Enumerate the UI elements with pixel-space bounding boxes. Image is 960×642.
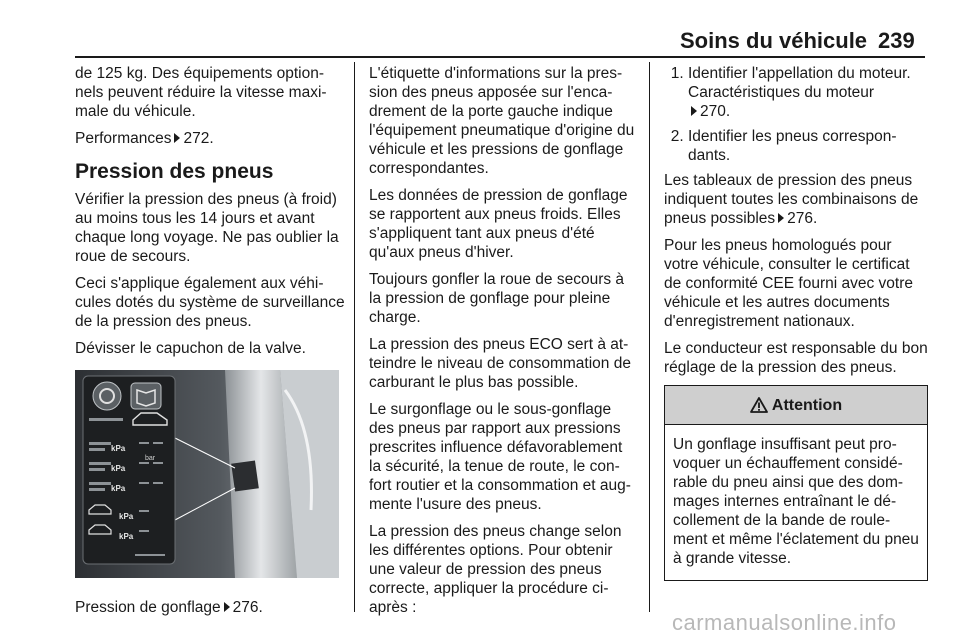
- section-heading: Pression des pneus: [75, 160, 274, 183]
- warning-header: [665, 386, 927, 425]
- paragraph: Vérifier la pression des pneus (à froid) au moins tous les 14 jours et avant chaque long voyage. Ne pas oublier la roue de secours.: [75, 191, 339, 265]
- photo-caption: [75, 598, 345, 617]
- column-2: [369, 64, 635, 625]
- photo-label-kpa: kPa: [111, 444, 126, 453]
- paragraph: Le surgonflage ou le sous-gonflage des pneus par rapport aux pressions prescrites influence défavorablement la sécurité, la tenue de route, le confort routier et la consommation et augmente l'usure des pneus.: [369, 401, 631, 513]
- page-reference-arrow-icon: [778, 213, 784, 223]
- procedure-list: [664, 64, 928, 165]
- reference-page-link[interactable]: 276.: [232, 599, 263, 616]
- paragraph: L'étiquette d'informations sur la pression des pneus apposée sur l'encadrement de la porte gauche indique l'équipement pneumatique d'origine du véhicule et les pressions de gonflage correspondantes.: [369, 65, 635, 177]
- page-number: 239: [878, 28, 915, 53]
- paragraph-text: Les tableaux de pression des pneus indiquent toutes les combinaisons de pneus possibles: [664, 172, 919, 227]
- paragraph: La pression des pneus ECO sert à atteindre le niveau de consommation de carburant le plus bas possible.: [369, 336, 631, 391]
- warning-box: [664, 385, 928, 581]
- reference-page-link[interactable]: 276.: [787, 210, 818, 227]
- page-header-title: Soins du véhicule: [680, 28, 868, 53]
- caption-text: Pression de gonflage: [75, 599, 221, 616]
- reference-page-link[interactable]: 272.: [183, 130, 214, 147]
- warning-title: Attention: [771, 396, 843, 414]
- reference-text: Performances: [75, 130, 172, 147]
- photo-label-bar: bar: [145, 455, 156, 462]
- header-rule: [75, 56, 925, 58]
- paragraph: Le conducteur est responsable du bon réglage de la pression des pneus.: [664, 340, 928, 376]
- tire-pressure-label-photo: [75, 370, 339, 578]
- paragraph: Dévisser le capuchon de la valve.: [75, 340, 306, 357]
- photo-label-kpa: kPa: [111, 484, 126, 493]
- warning-triangle-icon: [750, 397, 768, 413]
- list-item-text: Identifier l'appellation du moteur. Caractéristiques du moteur: [688, 65, 911, 101]
- reference-page-link[interactable]: 270.: [700, 103, 731, 120]
- watermark: carmanualsonline.info: [672, 610, 897, 635]
- list-item: 2. Identifier les pneus correspondants.: [688, 127, 928, 165]
- column-divider-2: [649, 62, 650, 612]
- photo-label-kpa: kPa: [119, 532, 134, 541]
- page-reference-arrow-icon: [224, 602, 230, 612]
- paragraph: [664, 171, 928, 228]
- page-reference-arrow-icon: [174, 133, 180, 143]
- paragraph: Les données de pression de gonflage se rapportent aux pneus froids. Elles s'appliquent tant aux pneus d'été qu'aux pneus d'hiver.: [369, 187, 628, 261]
- performance-reference: [75, 129, 345, 148]
- paragraph: de 125 kg. Des équipements optionnels peuvent réduire la vitesse maximale du véhicule.: [75, 65, 327, 120]
- paragraph: Ceci s'applique également aux véhicules dotés du système de surveillance de la pression des pneus.: [75, 275, 345, 330]
- column-3: [664, 64, 928, 581]
- column-1: [75, 64, 345, 625]
- column-divider-1: [354, 62, 355, 612]
- page-reference-arrow-icon: [691, 106, 697, 116]
- paragraph: La pression des pneus change selon les différentes options. Pour obtenir une valeur de pression des pneus correcte, appliquer la procédure ci-après :: [369, 523, 622, 616]
- list-item: [688, 64, 928, 121]
- paragraph: Toujours gonfler la roue de secours à la pression de gonflage pour pleine charge.: [369, 271, 625, 326]
- photo-label-kpa: kPa: [119, 512, 134, 521]
- paragraph: Pour les pneus homologués pour votre véhicule, consulter le certificat de conformité CEE fourni avec votre véhicule et les autres documents d'enregistrement nationaux.: [664, 237, 913, 330]
- photo-label-kpa: kPa: [111, 464, 126, 473]
- warning-body: Un gonflage insuffisant peut provoquer un échauffement considérable du pneu ainsi que des dommages internes entraînant le décollement de la bande de roulement et même l'éclatement du pneu à grande vitesse.: [673, 436, 919, 567]
